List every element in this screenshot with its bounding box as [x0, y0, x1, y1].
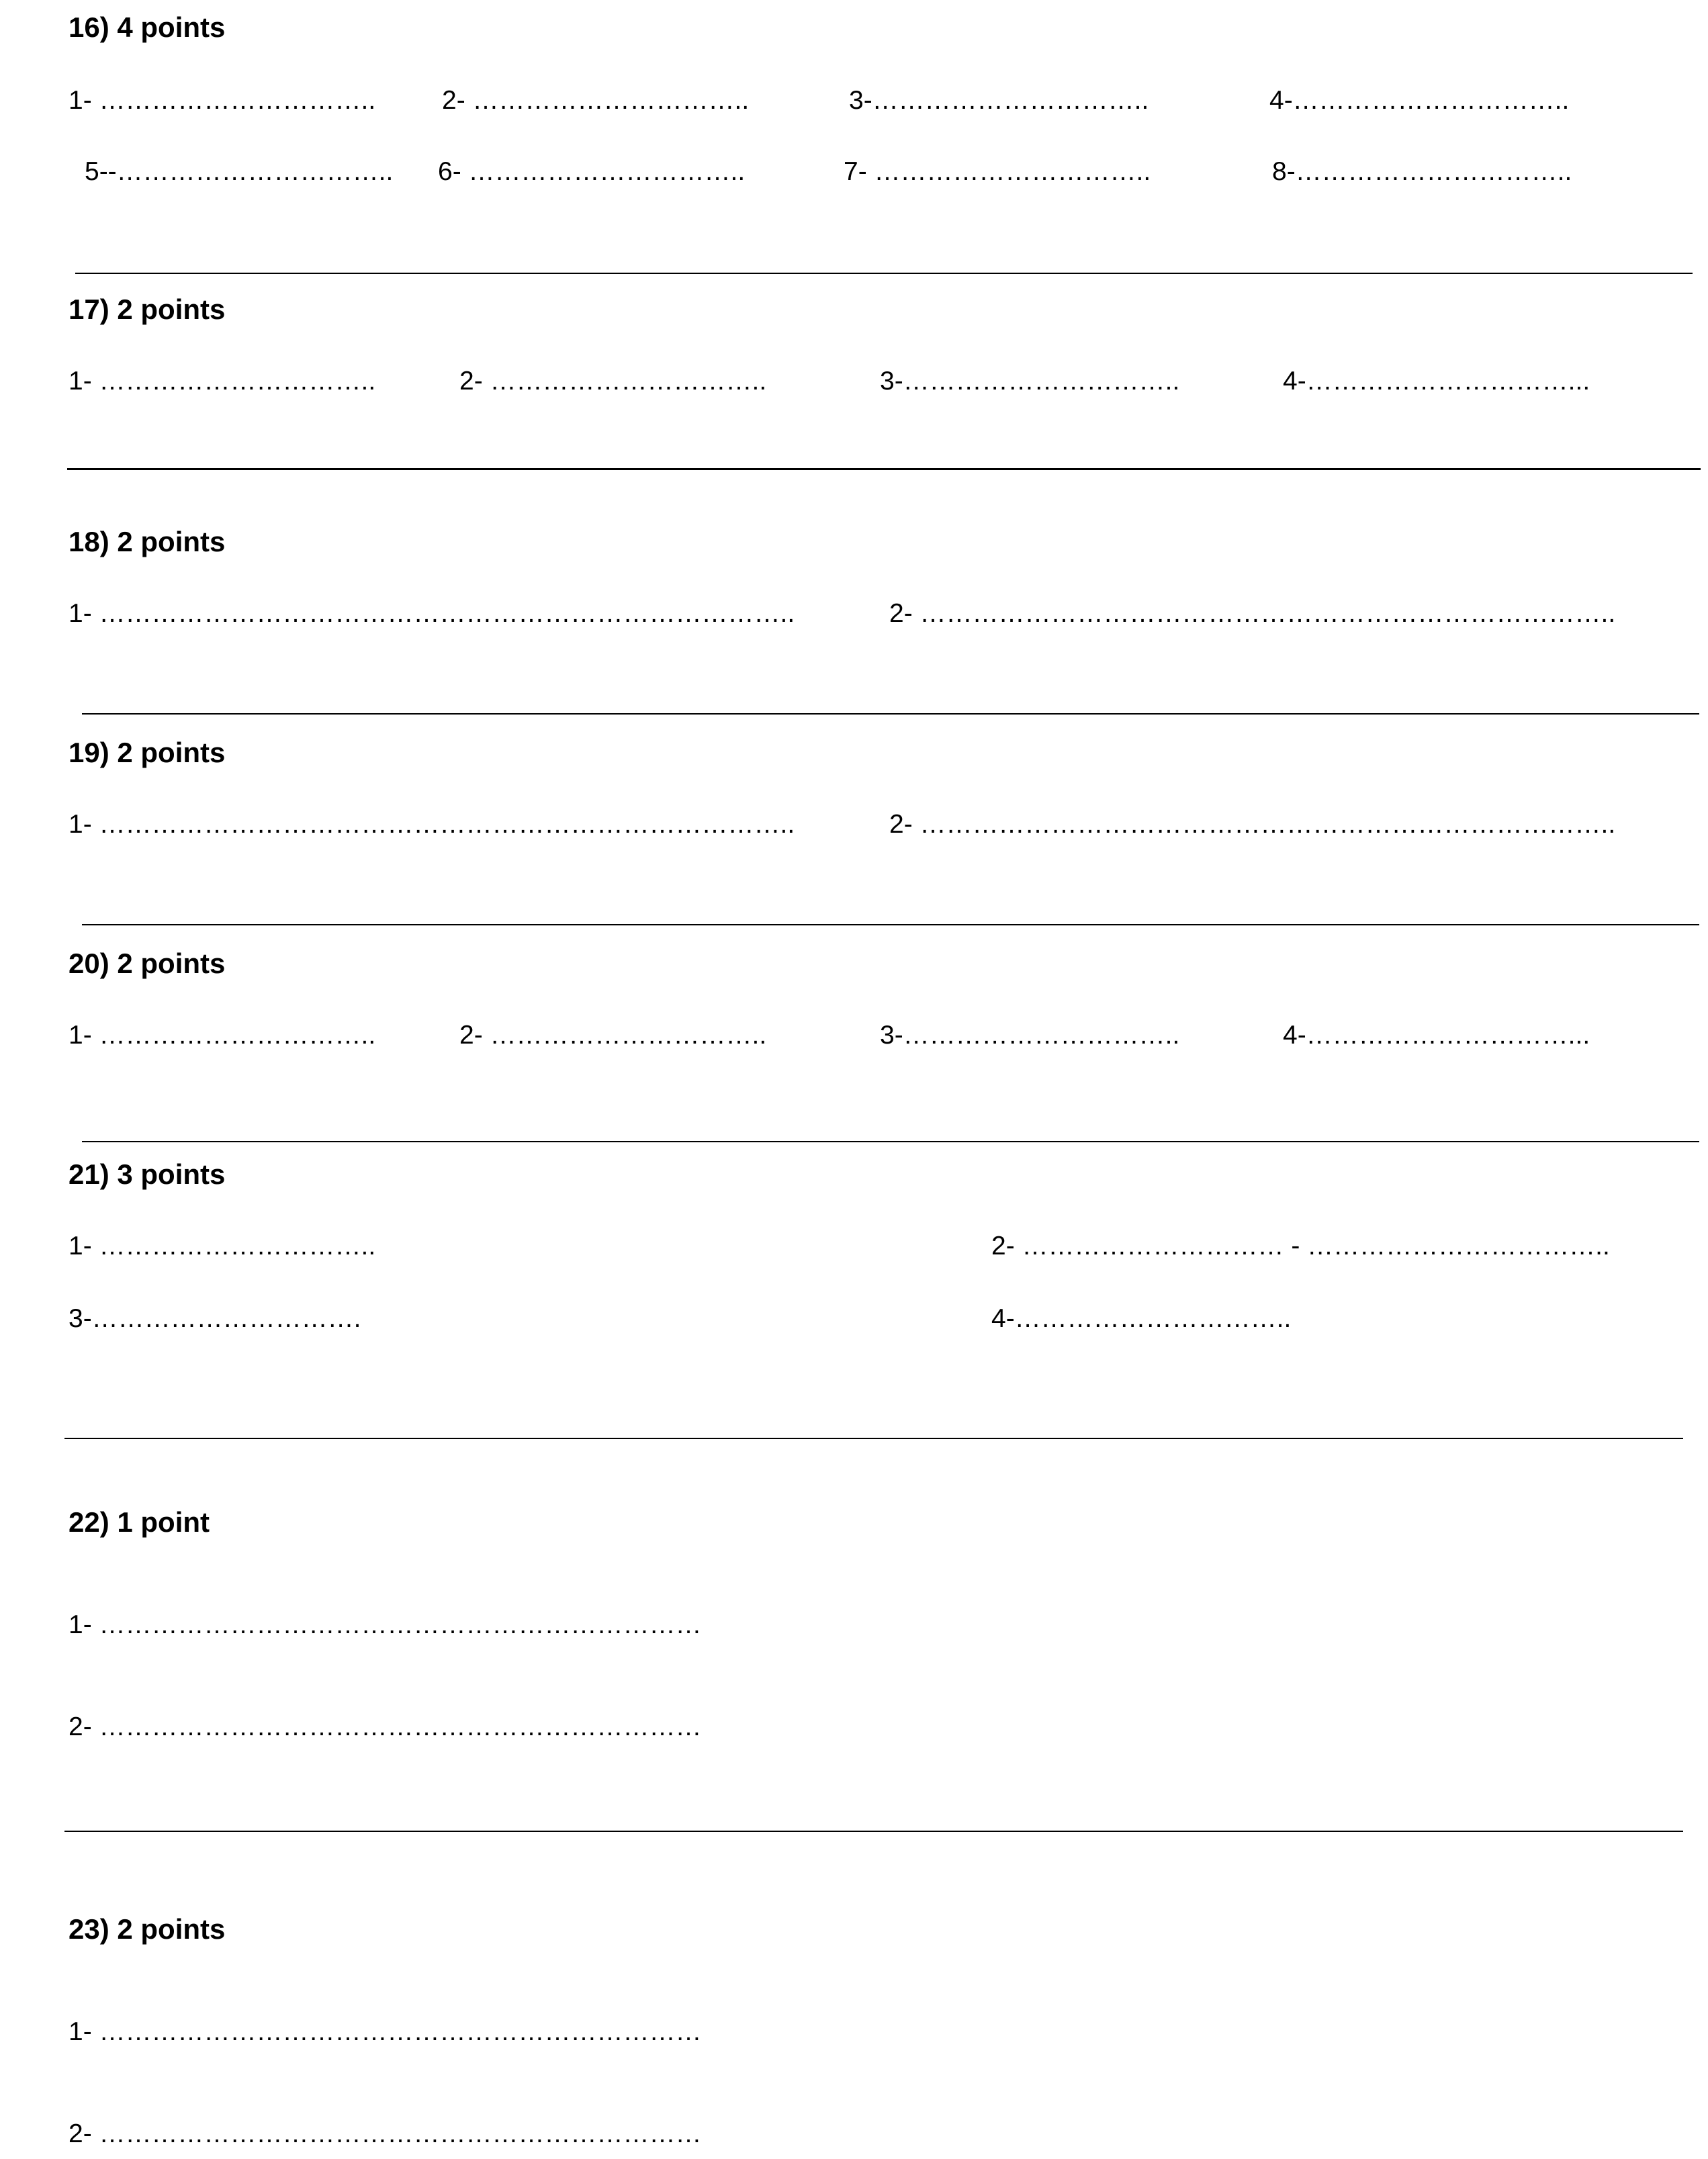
section-16-answer-6: 6- ………………………….. [438, 157, 746, 186]
divider-line [64, 1831, 1683, 1832]
divider-line [75, 273, 1693, 274]
section-19-answer-1: 1- …………………………………………………………………….. [69, 810, 795, 839]
section-16-answer-4: 4-………………………….. [1269, 86, 1570, 115]
section-20-answer-1: 1- ………………………….. [69, 1021, 376, 1050]
section-16-answer-1: 1- ………………………….. [69, 86, 376, 115]
section-21-answer-3: 3-…………………………. [69, 1304, 361, 1333]
section-17-answer-2: 2- ………………………….. [459, 367, 767, 396]
section-21-answer-2: 2- ………………………… - …………………………….. [991, 1232, 1610, 1260]
section-16-heading: 16) 4 points [69, 11, 226, 43]
section-19-answer-2: 2- …………………………………………………………………….. [889, 810, 1616, 839]
section-19-heading: 19) 2 points [69, 737, 226, 768]
section-18-answer-2: 2- …………………………………………………………………….. [889, 599, 1616, 628]
section-20-heading: 20) 2 points [69, 948, 226, 979]
section-23-heading: 23) 2 points [69, 1913, 226, 1945]
section-20-answer-2: 2- ………………………….. [459, 1021, 767, 1050]
section-17-answer-3: 3-………………………….. [880, 367, 1180, 396]
divider-line [82, 1141, 1699, 1142]
section-22-heading: 22) 1 point [69, 1506, 210, 1538]
section-17-answer-4: 4-…………………………... [1283, 367, 1590, 396]
section-21-answer-1: 1- ………………………….. [69, 1232, 376, 1260]
section-17-heading: 17) 2 points [69, 293, 226, 325]
divider-line [67, 468, 1701, 470]
section-16-answer-8: 8-………………………….. [1272, 157, 1572, 186]
section-21-heading: 21) 3 points [69, 1158, 226, 1190]
divider-line [64, 1438, 1683, 1439]
divider-line [82, 713, 1699, 715]
divider-line [82, 924, 1699, 925]
section-16-answer-3: 3-………………………….. [849, 86, 1149, 115]
section-18-answer-1: 1- …………………………………………………………………….. [69, 599, 795, 628]
section-18-heading: 18) 2 points [69, 526, 226, 557]
section-22-answer-2: 2- …………………………………………………………… [69, 1712, 702, 1741]
section-17-answer-1: 1- ………………………….. [69, 367, 376, 396]
section-20-answer-3: 3-………………………….. [880, 1021, 1180, 1050]
section-16-answer-2: 2- ………………………….. [442, 86, 750, 115]
section-16-answer-7: 7- ………………………….. [844, 157, 1151, 186]
section-23-answer-1: 1- …………………………………………………………… [69, 2017, 702, 2046]
section-23-answer-2: 2- …………………………………………………………… [69, 2119, 702, 2148]
section-22-answer-1: 1- …………………………………………………………… [69, 1610, 702, 1639]
section-20-answer-4: 4-…………………………... [1283, 1021, 1590, 1050]
section-16-answer-5: 5--………………………….. [85, 157, 394, 186]
section-21-answer-4: 4-………………………….. [991, 1304, 1292, 1333]
